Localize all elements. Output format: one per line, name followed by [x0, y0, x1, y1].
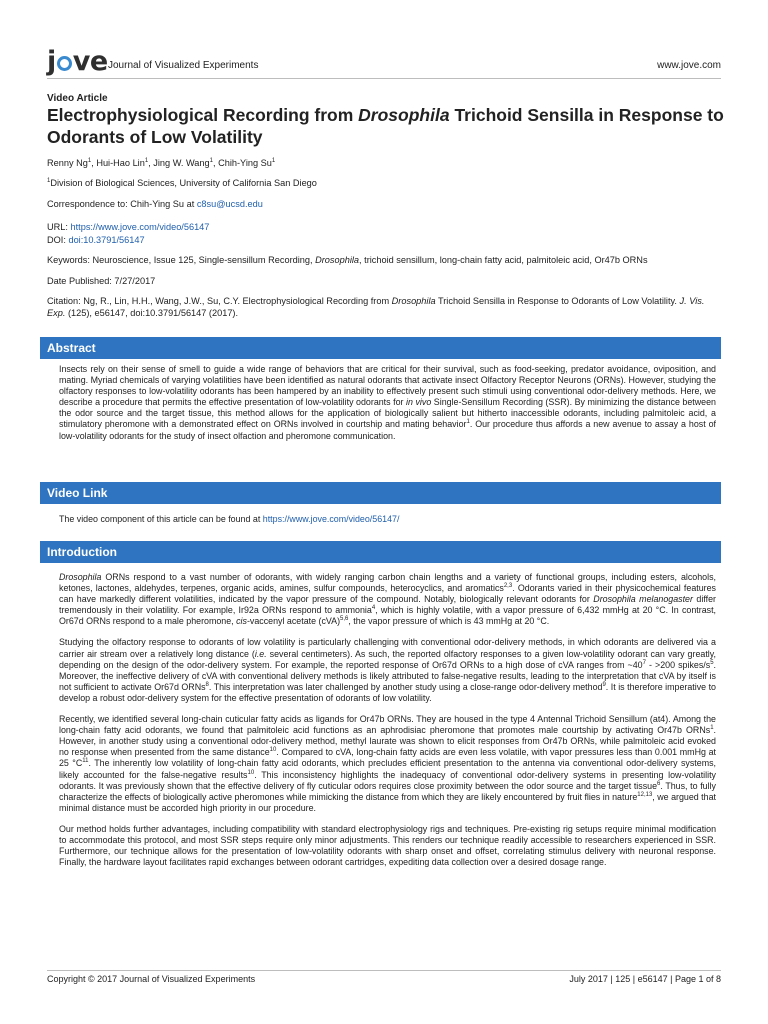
author: Renny Ng$^1$,: [47, 158, 97, 168]
article-doi: DOI: doi:10.3791/56147: [47, 235, 145, 245]
logo-ring-icon: [57, 56, 72, 71]
date-published: Date Published: 7/27/2017: [47, 276, 156, 286]
video-link-text: The video component of this article can be found at https://www.jove.com/video/56147/: [59, 514, 400, 524]
intro-paragraph: Studying the olfactory response to odorants of low volatility is particularly challenging with conventional odor-delivery methods, in which odorants are delivered via a carrier air stream over a relatively long distance (i.e. several centimeters). As such, the reported olfactory responses to a given low-volatility odorant can vary greatly, depending on the design of the odor-delivery system. For example, the reported response of Or67d ORNs to a high dose of cVA ranges from $\sim 40^7 - >200$ spikes/$s^5$. Moreover, the ineffective delivery of cVA with conventional delivery methods is likely attributed to false-negative results, leading to the interpretation that cVA by itself is not sufficient to activate Or67d ORNs$^8$. This interpretation was later challenged by another study using a close-range odor-delivery method$^9$. It is therefore imperative to develop a robust odor-delivery system for the effective presentation of odorants of low volatility.: [59, 637, 716, 703]
article-url: URL: https://www.jove.com/video/56147: [47, 222, 210, 232]
url-link[interactable]: https://www.jove.com/video/56147: [70, 222, 210, 232]
intro-paragraph: Drosophila ORNs respond to a vast number of odorants, with widely ranging carbon chain lengths and a variety of functional groups, including esters, alcohols, ketones, lactones, aldehydes, terpenes, organic acids, amines, sulfur compounds, heterocyclics, and aromatics$^{2,3}$. Odorants varied in their physicochemical features can have markedly different volatilities, indicated by the vapor pressure of the compound. Notably, biologically relevant odorants for Drosophila melanogaster differ tremendously in their volatility. For example, Ir92a ORNs respond to ammonia$^4$, which is highly volatile, with a vapor pressure of 6,432 mmHg at 20 °C. In contrast, Or67d ORNs respond to a male pheromone, cis-vaccenyl acetate (cVA)$^{5,6}$, the vapor pressure of which is 43 mmHg at 20 °C.: [59, 572, 716, 627]
page-info: July 2017 | 125 | e56147 | Page 1 of 8: [569, 974, 721, 984]
section-header-video-link: Video Link: [40, 482, 721, 504]
abstract-text: Insects rely on their sense of smell to guide a wide range of behaviors that are critical for their survival, such as food-seeking, predator avoidance, oviposition, and mating. Myriad chemicals of varying volatilities have been identified as natural odorants that activate insect Olfactory Receptor Neurons (ORNs). However, studying the olfactory responses to low-volatility odorants has been hampered by an inability to effectively present such stimuli using conventional odor-delivery methods. Here, we describe a procedure that permits the effective presentation of low-volatility odorants for in vivo Single-Sensillum Recording (SSR). By minimizing the distance between the odor source and the target tissue, this method allows for the application of biologically salient but hitherto inaccessible odorants, including palmitoleic acid, a stimulatory pheromone with a demonstrated effect on ORNs involved in courtship and mating behavior$^1$. Our procedure thus affords a new avenue to assay a host of low-volatility odorants for the study of insect olfaction and pheromone communication.: [59, 364, 716, 441]
author-list: [47, 158, 723, 170]
site-url[interactable]: www.jove.com: [657, 60, 721, 71]
section-header-abstract: Abstract: [40, 337, 721, 359]
section-header-introduction: Introduction: [40, 541, 721, 563]
citation: Citation: Ng, R., Lin, H.H., Wang, J.W., Su, C.Y. Electrophysiological Recording from Drosophila Trichoid Sensilla in Response to Odorants of Low Volatility. J. Vis. Exp. (125), e56147, doi:10.3791/56147 (2017).: [47, 296, 705, 318]
author: Chih-Ying Su$^1$: [218, 158, 276, 168]
journal-name: Journal of Visualized Experiments: [108, 60, 259, 71]
author: Hui-Hao Lin$^1$,: [96, 158, 154, 168]
affiliation: $^1$Division of Biological Sciences, University of California San Diego: [47, 178, 317, 188]
page-header: [47, 48, 721, 79]
article-title: Electrophysiological Recording from Drosophila Trichoid Sensilla in Response to Odorants of Low Volatility: [47, 105, 724, 147]
intro-paragraph: Recently, we identified several long-chain cuticular fatty acids as ligands for Or47b ORNs. They are housed in the type 4 Antennal Trichoid Sensillum (at4). Among the long-chain fatty acid odorants, we found that palmitoleic acid functions as an aphrodisiac pheromone that promotes male courtship by activating Or47b ORNs$^1$. However, in another study using a conventional odor-delivery method, methyl laurate was shown to elicit responses from Or47b ORNs, while palmitoleic acid evoked no response when presented from the same distance$^{10}$. Compared to cVA, long-chain fatty acids are even less volatile, with vapor pressures less than 0.001 mmHg at 25 $^\circ C^{11}$. The inherently low volatility of long-chain fatty acid odorants, which precludes efficient presentation to the antenna via conventional odor-delivery systems, likely accounted for the false-negative results$^{10}$. This inconsistency highlights the inadequacy of conventional odor-delivery systems in presenting low-volatility odorants. It was previously shown that the effective delivery of fly cuticular odors requires close proximity between the odor source and the target tissue$^6$. Thus, to fully characterize the effects of biologically active pheromones while mimicking the distance from which they are likely encountered by fruit flies in nature$^{12,13}$, we argued that minimal distance must be accorded high priority in our procedure.: [59, 714, 716, 813]
jove-logo[interactable]: j ve: [47, 46, 108, 77]
video-link[interactable]: https://www.jove.com/video/56147/: [262, 514, 400, 524]
intro-paragraph: Our method holds further advantages, including compatibility with standard electrophysiology rigs and techniques. Pre-existing rig setups require minimal modification to accommodate this protocol, and most SSR steps require only minor adjustments. This renders our technique readily accessible to researchers experienced in SSR. Furthermore, our technique allows for the presentation of low-volatility odorants with sharp onset and offset, correlating stimulus delivery with neuronal response. Finally, the hardware layout facilitates rapid exchanges between odorant cartridges, expediting data collection over a desired dosage range.: [59, 823, 716, 868]
doi-link[interactable]: doi:10.3791/56147: [68, 235, 145, 245]
introduction-text: [59, 572, 716, 878]
correspondence: Correspondence to: Chih-Ying Su at c8su@ucsd.edu: [47, 199, 263, 209]
email-link[interactable]: c8su@ucsd.edu: [196, 199, 263, 209]
page-footer: [47, 970, 721, 984]
keywords: Keywords: Neuroscience, Issue 125, Single-sensillum Recording, Drosophila, trichoid sensillum, long-chain fatty acid, palmitoleic acid, Or47b ORNs: [47, 255, 648, 265]
author: Jing W. Wang$^1$,: [153, 158, 219, 168]
article-type: Video Article: [47, 93, 108, 104]
copyright: Copyright © 2017 Journal of Visualized Experiments: [47, 974, 256, 984]
